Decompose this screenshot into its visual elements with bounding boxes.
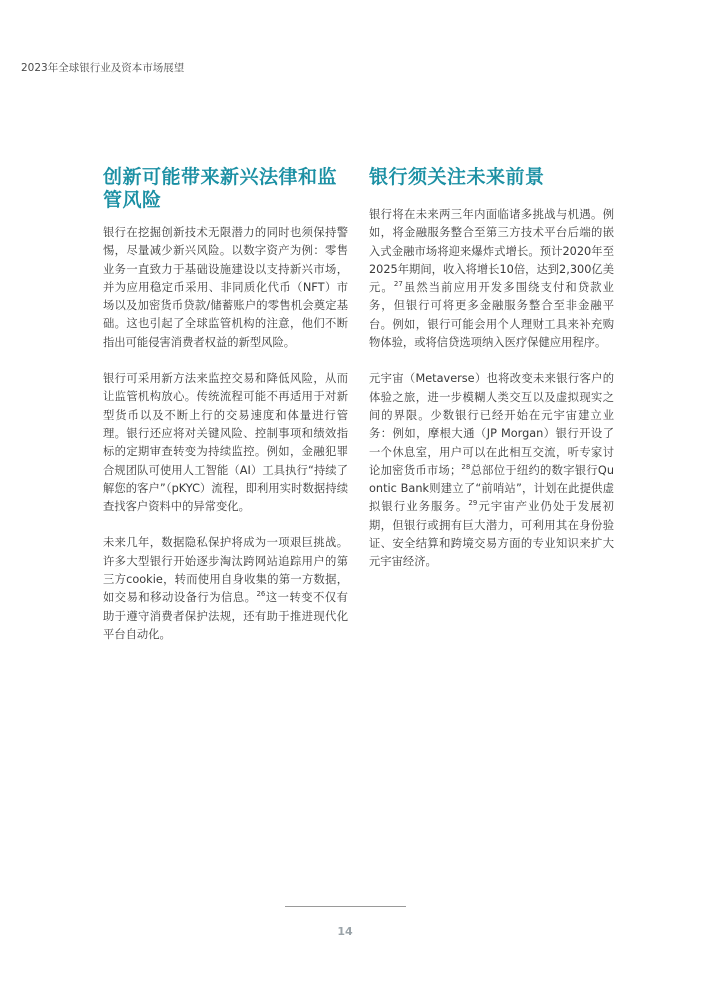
section-title-future-outlook: 银行须关注未来前景 <box>369 166 545 188</box>
paragraph-embedded-finance <box>369 206 614 352</box>
right-column <box>369 166 614 590</box>
paragraph-metaverse <box>369 370 614 571</box>
paragraph-text: 总部位于纽约的数字银行Quontic Bank则建立了“前哨站”，计划在此提供虚拟银行业务服务。 <box>369 463 614 514</box>
paragraph-text: 虽然当前应用开发多围绕支付和贷款业务，但银行可将更多金融服务整合至非金融平台。例如，银行可能会用个人理财工具来补充购物体验，或将信贷选项纳入医疗保健应用程序。 <box>369 281 614 350</box>
footer-divider <box>285 906 406 907</box>
paragraph-text: 元宇宙产业仍处于发展初期，但银行或拥有巨大潜力，可利用其在身份验证、安全结算和跨境交易方面的专业知识来扩大元宇宙经济。 <box>369 500 614 569</box>
paragraph-text: 未来几年，数据隐私保护将成为一项艰巨挑战。许多大型银行开始逐步淘汰跨网站追踪用户的第三方cookie，转而使用自身收集的第一方数据，如交易和移动设备行为信息。 <box>103 536 348 605</box>
paragraph-data-privacy <box>103 534 348 644</box>
footnote-ref-27: 27 <box>393 280 403 289</box>
page-number: 14 <box>337 925 353 938</box>
paragraph-text: 银行将在未来两三年内面临诸多挑战与机遇。例如，将金融服务整合至第三方技术平台后端的嵌入式金融市场将迎来爆炸式增长。预计2020年至2025年期间，收入将增长10倍，达到2,300亿美元。 <box>369 208 614 295</box>
running-header: 2023年全球银行业及资本市场展望 <box>21 62 185 74</box>
paragraph-text: 元宇宙（Metaverse）也将改变未来银行客户的体验之旅，进一步模糊人类交互以及虚拟现实之间的界限。少数银行已经开始在元宇宙建立业务：例如，摩根大通（JP Morgan）银行开设了一个休息室，用户可以在此相互交流，听专家讨论加密货币市场； <box>369 372 614 477</box>
paragraph-monitoring: 银行可采用新方法来监控交易和降低风险，从而让监管机构放心。传统流程可能不再适用于对新型货币以及不断上行的交易速度和体量进行管理。银行还应将对关键风险、控制事项和绩效指标的定期审查转变为持续监控。例如，金融犯罪合规团队可使用人工智能（AI）工具执行“持续了解您的客户”（pKYC）流程，即利用实时数据持续查找客户资料中的异常变化。 <box>103 372 348 514</box>
footnote-ref-26: 26 <box>256 590 266 599</box>
paragraph-text: 这一转变不仅有助于遵守消费者保护法规，还有助于推进现代化平台自动化。 <box>103 591 348 641</box>
section-title-emerging-risks: 创新可能带来新兴法律和监管风险 <box>103 166 338 211</box>
paragraph-digital-assets: 银行在挖掘创新技术无限潜力的同时也须保持警惕，尽量减少新兴风险。以数字资产为例：零售业务一直致力于基础设施建设以支持新兴市场，并为应用稳定币采用、非同质化代币（NFT）市场以及加密货币贷款/储蓄账户的零售机会奠定基础。这也引起了全球监管机构的注意，他们不断指出可能侵害消费者权益的新型风险。 <box>103 226 348 349</box>
footnote-ref-28: 28 <box>461 463 471 472</box>
footnote-ref-29: 29 <box>468 499 478 508</box>
left-column <box>103 166 348 662</box>
